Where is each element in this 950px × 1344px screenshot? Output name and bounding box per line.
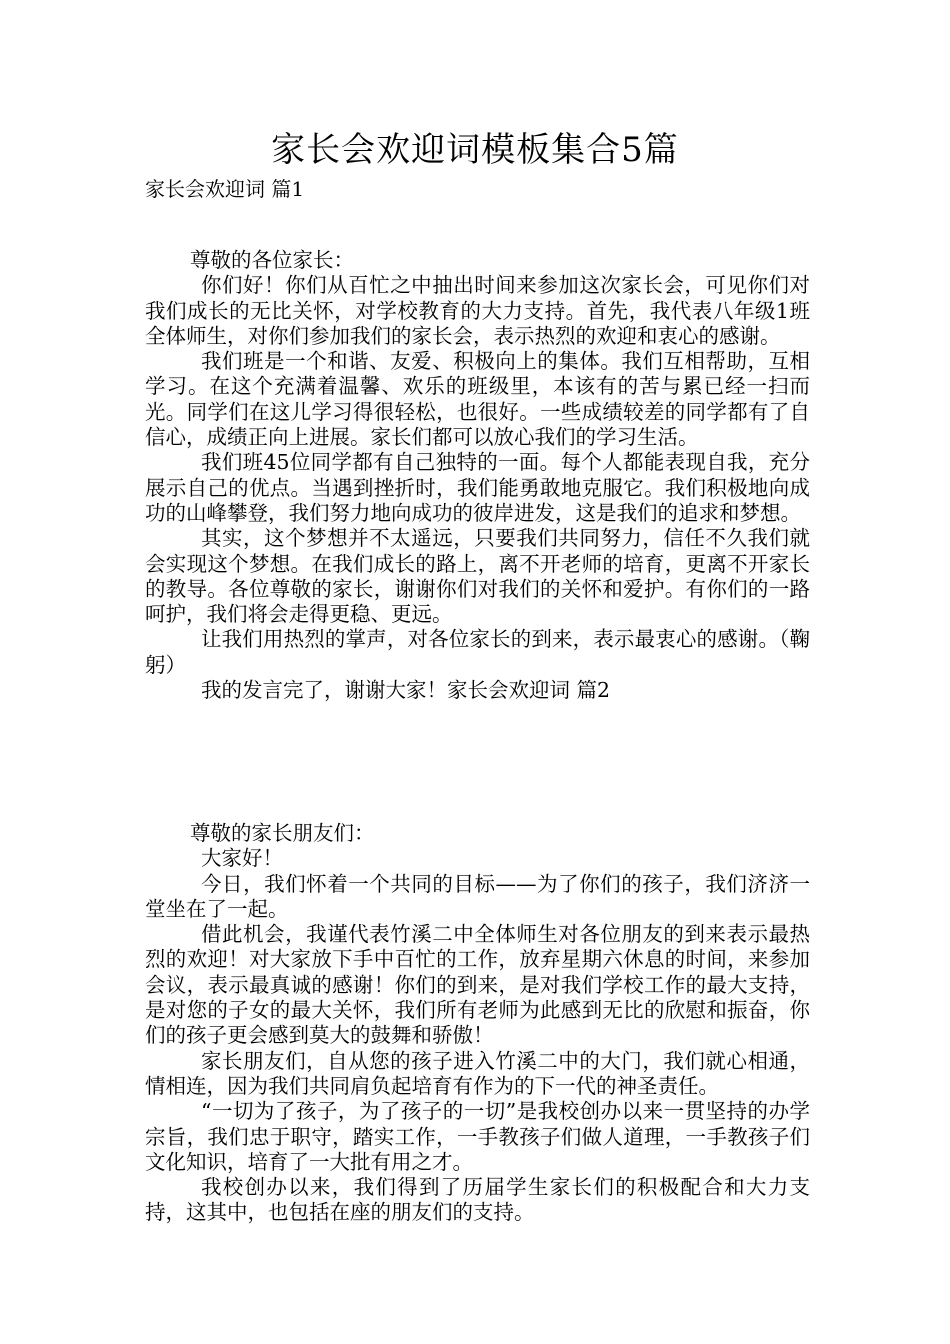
paragraph: 其实，这个梦想并不太遥远，只要我们共同努力，信任不久我们就会实现这个梦想。在我们成长的路上，离不开老师的培育，更离不开家长的教导。各位尊敬的家长，谢谢你们对我们的关怀和爱护。有你们的一路呵护，我们将会走得更稳、更远。 <box>145 526 810 627</box>
paragraph: “一切为了孩子，为了孩子的一切”是我校创办以来一贯坚持的办学宗旨，我们忠于职守，踏实工作，一手教孩子们做人道理，一手教孩子们文化知识，培育了一大批有用之才。 <box>145 1099 810 1174</box>
section-1-body <box>145 248 810 703</box>
paragraph-with-heading-2: 我的发言完了，谢谢大家！家长会欢迎词 篇2 <box>201 678 611 703</box>
paragraph: 我们班是一个和谐、友爱、积极向上的集体。我们互相帮助，互相学习。在这个充满着温馨、欢乐的班级里，本该有的苦与累已经一扫而光。同学们在这儿学习得很轻松，也很好。一些成绩较差的同学都有了自信心，成绩正向上进展。家长们都可以放心我们的学习生活。 <box>145 349 810 450</box>
paragraph: 我校创办以来，我们得到了历届学生家长们的积极配合和大力支持，这其中，也包括在座的朋友们的支持。 <box>145 1175 810 1225</box>
paragraph: 我们班45位同学都有自己独特的一面。每个人都能表现自我，充分展示自己的优点。当遇到挫折时，我们能勇敢地克服它。我们积极地向成功的山峰攀登，我们努力地向成功的彼岸进发，这是我们的追求和梦想。 <box>145 450 810 525</box>
paragraph: 你们好！你们从百忙之中抽出时间来参加这次家长会，可见你们对我们成长的无比关怀，对学校教育的大力支持。首先，我代表八年级1班全体师生，对你们参加我们的家长会，表示热烈的欢迎和衷心的感谢。 <box>145 273 810 348</box>
paragraph: 让我们用热烈的掌声，对各位家长的到来，表示最衷心的感谢。（鞠躬） <box>145 627 810 677</box>
salutation-1: 尊敬的各位家长： <box>190 248 354 272</box>
paragraph: 借此机会，我谨代表竹溪二中全体师生对各位朋友的到来表示最热烈的欢迎！对大家放下手中百忙的工作，放弃星期六休息的时间，来参加会议，表示最真诚的感谢！你们的到来，是对我们学校工作的最大支持，是对您的子女的最大关怀，我们所有老师为此感到无比的欣慰和振奋，你们的孩子更会感到莫大的鼓舞和骄傲！ <box>145 922 810 1048</box>
document-title: 家长会欢迎词模板集合5篇 <box>271 130 679 170</box>
paragraph: 今日，我们怀着一个共同的目标——为了你们的孩子，我们济济一堂坐在了一起。 <box>145 871 810 921</box>
section-2-body <box>145 821 810 1226</box>
paragraph: 大家好！ <box>201 846 283 871</box>
section-heading-1: 家长会欢迎词 篇1 <box>145 177 305 201</box>
paragraph: 家长朋友们，自从您的孩子进入竹溪二中的大门，我们就心相通，情相连，因为我们共同肩负起培育有作为的下一代的神圣责任。 <box>145 1048 810 1098</box>
salutation-2: 尊敬的家长朋友们： <box>190 821 375 845</box>
